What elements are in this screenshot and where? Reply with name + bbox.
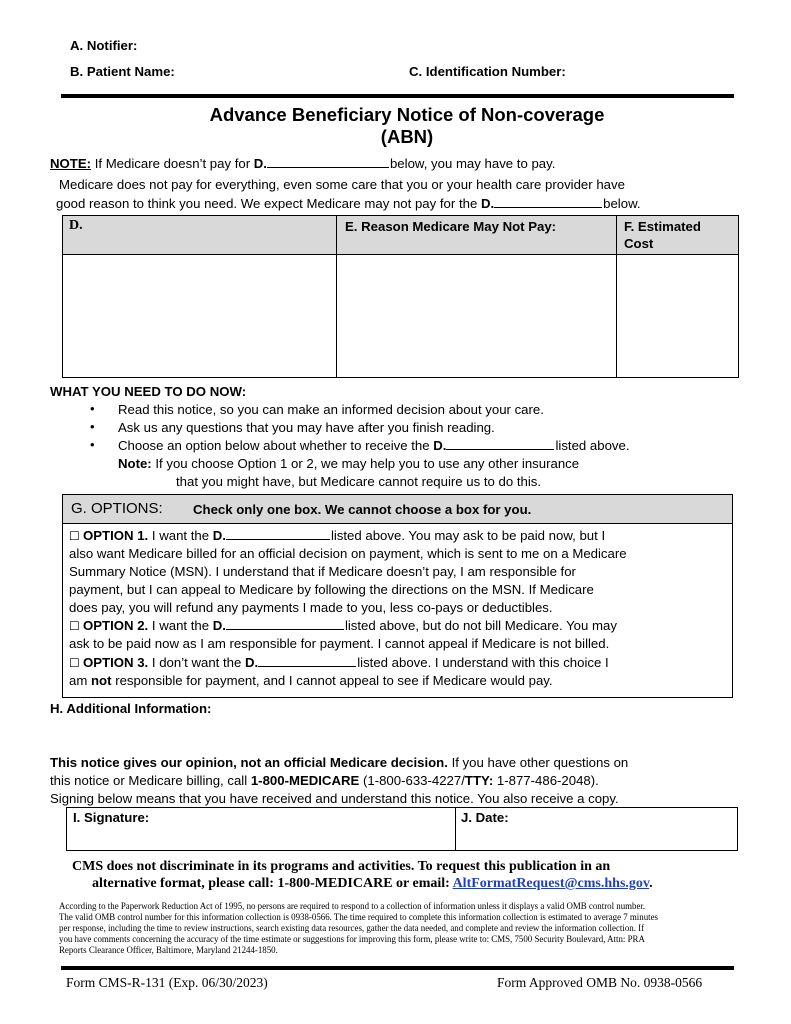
bullet-icon: • (90, 437, 95, 452)
col-d-cell[interactable] (65, 256, 334, 375)
bottom-rule (61, 966, 734, 970)
d-blank-2[interactable] (494, 195, 602, 208)
option-3-checkbox[interactable]: ☐ (69, 656, 80, 670)
options-label: G. OPTIONS: (71, 500, 163, 517)
notifier-label: A. Notifier: (70, 38, 138, 53)
opinion-line-1: This notice gives our opinion, not an official Medicare decision. If you have other questions on (50, 755, 629, 770)
email-link[interactable]: AltFormatRequest@cms.hhs.gov (452, 876, 650, 891)
paperwork-line-2: The valid OMB control number for this information collection is 0938-0566. The time required to complete this information collection is estimated to average 7 minutes (59, 912, 659, 922)
option-1-line-4: payment, but I can appeal to Medicare by following the directions on the MSN. If Medicare (69, 582, 594, 597)
option-2-line-1: ☐ OPTION 2. I want the D. listed above, but do not bill Medicare. You may (69, 618, 617, 633)
date-label: J. Date: (461, 810, 509, 825)
page-subtitle: (ABN) (380, 126, 434, 147)
paperwork-line-1: According to the Paperwork Reduction Act of 1995, no persons are required to respond to a collection of information unless it displays a valid OMB control number. (59, 901, 646, 911)
option-2-d-blank[interactable] (226, 617, 344, 630)
col-e-cell[interactable] (339, 256, 614, 375)
form-id: Form CMS-R-131 (Exp. 06/30/2023) (66, 975, 268, 990)
option-3-line-1: ☐ OPTION 3. I don’t want the D. listed above. I understand with this choice I (69, 655, 609, 670)
todo-heading: WHAT YOU NEED TO DO NOW: (50, 384, 247, 399)
d-blank[interactable] (267, 155, 389, 168)
col-d-header: D. (69, 218, 83, 233)
col-f-header-line1: F. Estimated (624, 219, 701, 234)
note-line-3: good reason to think you need. We expect Medicare may not pay for the D. below. (56, 196, 641, 211)
options-instruction: Check only one box. We cannot choose a box for you. (193, 502, 532, 517)
option-3-line-2: am not responsible for payment, and I cannot appeal to see if Medicare would pay. (69, 673, 553, 688)
paperwork-line-3: per response, including the time to review instructions, search existing data resources, gather the data needed, and complete and review the information collection. If (59, 923, 645, 933)
signature-field[interactable] (69, 828, 453, 848)
option-3-d-blank[interactable] (258, 654, 356, 667)
services-table (62, 215, 739, 378)
col-f-header-line2: Cost (624, 236, 654, 251)
additional-info-field[interactable] (62, 720, 732, 748)
additional-info-label: H. Additional Information: (50, 701, 212, 716)
patient-name-label: B. Patient Name: (70, 64, 175, 79)
col-e-header: E. Reason Medicare May Not Pay: (345, 219, 557, 234)
date-field[interactable] (459, 828, 735, 848)
option-1-d-blank[interactable] (226, 527, 330, 540)
identification-number-label: C. Identification Number: (409, 64, 566, 79)
option-2-checkbox[interactable]: ☐ (69, 619, 80, 633)
cms-line-2: alternative format, please call: 1-800-MEDICARE or email: AltFormatRequest@cms.hhs.gov. (92, 876, 653, 891)
signature-table (66, 807, 738, 851)
top-rule (61, 94, 734, 98)
option-1-line-3: Summary Notice (MSN). I understand that if Medicare doesn’t pay, I am responsible for (69, 564, 576, 579)
todo-note-line-2: that you might have, but Medicare cannot require us to do this. (176, 474, 542, 489)
note-line-1: NOTE: If Medicare doesn’t pay for D. below, you may have to pay. (50, 156, 556, 171)
bullet-icon: • (90, 401, 95, 416)
omb-number: Form Approved OMB No. 0938-0566 (497, 975, 703, 990)
todo-bullet-1: Read this notice, so you can make an informed decision about your care. (118, 402, 544, 417)
signature-label: I. Signature: (73, 810, 150, 825)
note-label: NOTE: (50, 156, 92, 171)
option-2-line-2: ask to be paid now as I am responsible for payment. I cannot appeal if Medicare is not billed. (69, 636, 610, 651)
signature-divider (455, 808, 456, 850)
cms-line-1: CMS does not discriminate in its programs and activities. To request this publication in an (72, 859, 611, 874)
todo-note-line-1: Note: If you choose Option 1 or 2, we may help you to use any other insurance (118, 456, 580, 471)
option-1-checkbox[interactable]: ☐ (69, 529, 80, 543)
col-f-cell[interactable] (619, 256, 736, 375)
page-title: Advance Beneficiary Notice of Non-coverage (209, 104, 605, 125)
bullet-icon: • (90, 419, 95, 434)
todo-bullet-2: Ask us any questions that you may have after you finish reading. (118, 420, 495, 435)
option-1-line-5: does pay, you will refund any payments I made to you, less co-pays or deductibles. (69, 600, 553, 615)
option-1-line-1: ☐ OPTION 1. I want the D. listed above. You may ask to be paid now, but I (69, 528, 606, 543)
todo-bullet-3: Choose an option below about whether to receive the D. listed above. (118, 438, 630, 453)
table-divider-2 (616, 216, 617, 377)
table-divider-1 (336, 216, 337, 377)
opinion-line-3: Signing below means that you have received and understand this notice. You also receive a copy. (50, 791, 619, 806)
opinion-line-2: this notice or Medicare billing, call 1-800-MEDICARE (1-800-633-4227/TTY: 1-877-486-2048). (50, 773, 599, 788)
note-line-2: Medicare does not pay for everything, even some care that you or your health care provider have (59, 177, 625, 192)
option-1-line-2: also want Medicare billed for an official decision on payment, which is sent to me on a Medicare (69, 546, 627, 561)
paperwork-line-4: you have comments concerning the accuracy of the time estimate or suggestions for improving this form, please write to: CMS, 7500 Security Boulevard, Attn: PRA (59, 934, 645, 944)
paperwork-line-5: Reports Clearance Officer, Baltimore, Maryland 21244-1850. (59, 945, 278, 955)
todo-note-label: Note: (118, 456, 152, 471)
d-blank-3[interactable] (446, 437, 554, 450)
options-header (63, 495, 732, 524)
